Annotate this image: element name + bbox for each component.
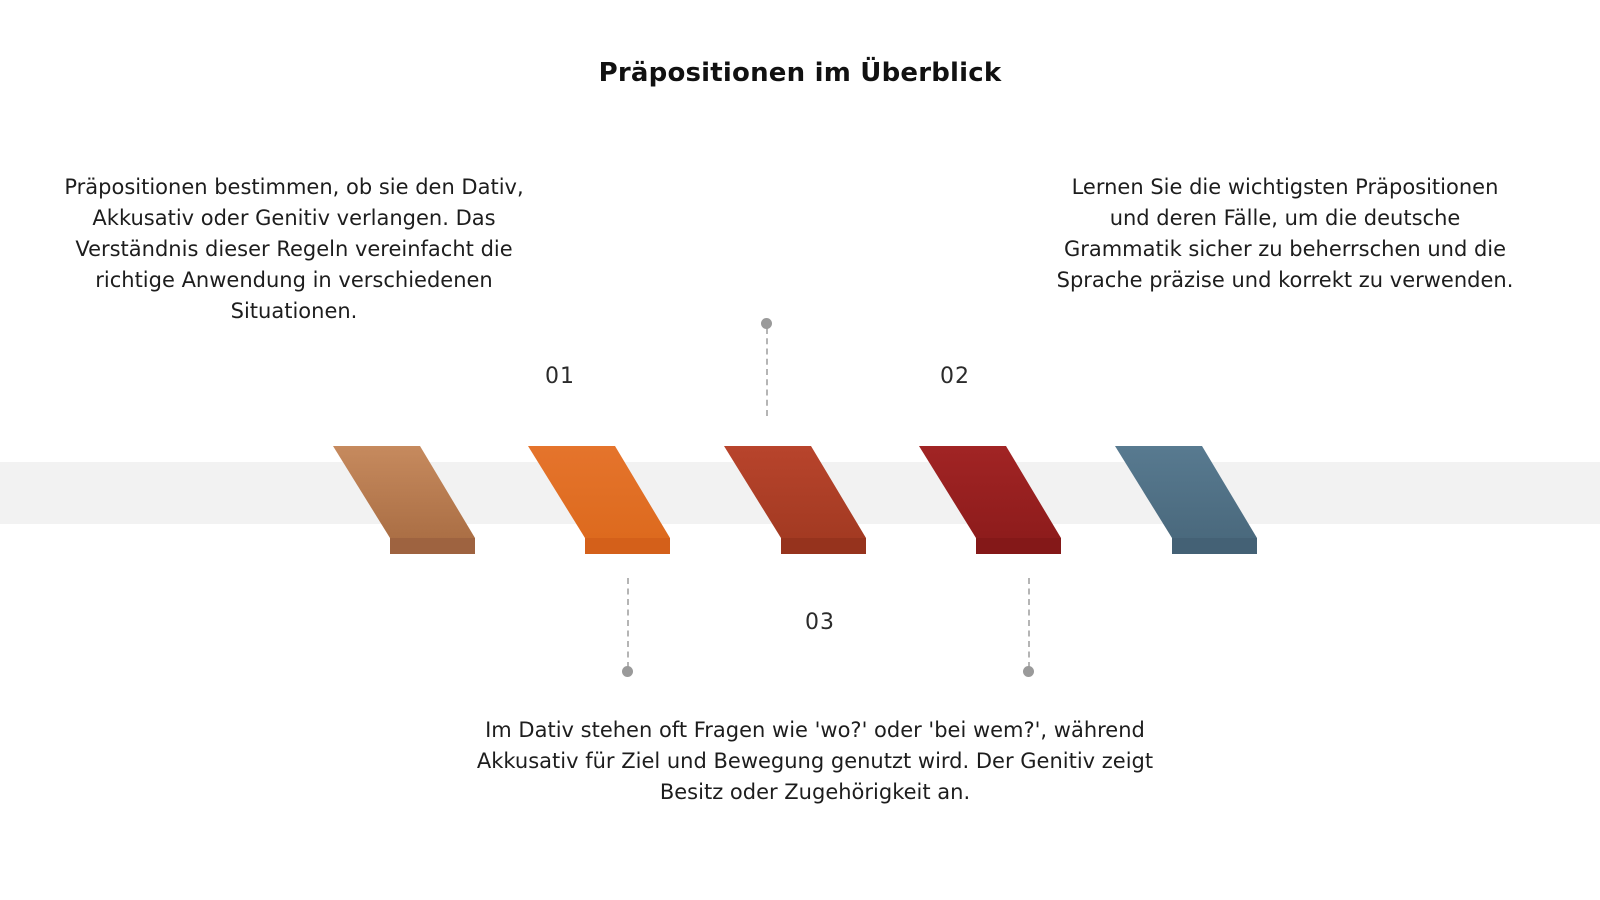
connector-dot-bottom-right <box>1023 666 1034 677</box>
step-number-03: 03 <box>805 610 835 635</box>
chevron-arrow-1 <box>333 446 475 554</box>
chevron-arrow-3 <box>724 446 866 554</box>
connector-line-top <box>766 328 768 416</box>
page-title: Präpositionen im Überblick <box>598 58 1002 88</box>
description-bottom: Im Dativ stehen oft Fragen wie 'wo?' oder 'bei wem?', während Akkusativ für Ziel und Bewegung genutzt wird. Der Genitiv zeigt Besitz oder Zugehörigkeit an. <box>476 718 1154 804</box>
chevron-arrow-5 <box>1115 446 1257 554</box>
chevron-arrow-group <box>0 430 1600 570</box>
connector-line-bottom-left <box>627 578 629 668</box>
chevron-arrow-4 <box>919 446 1061 554</box>
connector-dot-top <box>761 318 772 329</box>
step-number-01: 01 <box>545 364 575 389</box>
chevron-arrow-2 <box>528 446 670 554</box>
connector-dot-bottom-left <box>622 666 633 677</box>
connector-line-bottom-right <box>1028 578 1030 668</box>
description-left: Präpositionen bestimmen, ob sie den Dativ, Akkusativ oder Genitiv verlangen. Das Verständnis dieser Regeln vereinfacht die richtige Anwendung in verschiedenen Situationen. <box>64 175 524 323</box>
step-number-02: 02 <box>940 364 970 389</box>
description-right: Lernen Sie die wichtigsten Präpositionen und deren Fälle, um die deutsche Grammatik sicher zu beherrschen und die Sprache präzise und korrekt zu verwenden. <box>1056 175 1514 292</box>
